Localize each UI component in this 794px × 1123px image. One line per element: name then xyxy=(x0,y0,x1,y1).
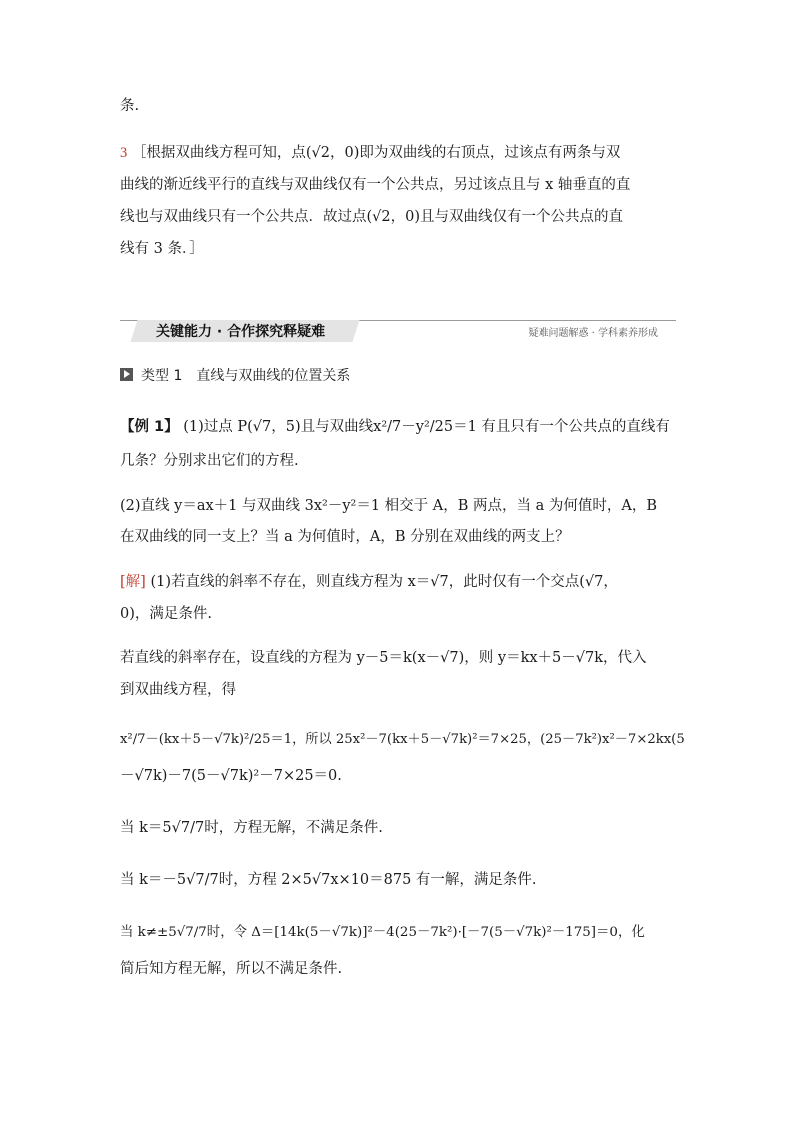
solution-line-5: x²/7－(kx＋5－√7k)²/25＝1，所以 25x²－7(kx＋5－√7k)²＝7×25，(25－7k²)x²－7×2kx(5 xyxy=(120,732,685,747)
answer-line-4: 线有 3 条．］ xyxy=(120,241,204,257)
section-header xyxy=(120,318,676,344)
play-triangle-icon xyxy=(120,368,133,381)
answer-number: 3 xyxy=(120,145,128,161)
solution-label: [解] xyxy=(120,574,146,590)
solution-line-4: 到双曲线方程，得 xyxy=(120,682,236,698)
solution-line-1 xyxy=(120,572,618,592)
solution-line-7: 当 k＝5√7/7时，方程无解，不满足条件. xyxy=(120,820,383,836)
example-part1-text-1: (1)过点 P(√7，5)且与双曲线x²/7－y²/25＝1 有且只有一个公共点的直线有 xyxy=(183,419,670,435)
solution-line-8: 当 k＝－5√7/7时，方程 2×5√7x×10＝875 有一解，满足条件. xyxy=(120,872,537,888)
type-heading-text: 类型 1 直线与双曲线的位置关系 xyxy=(141,368,351,384)
solution-line-3: 若直线的斜率存在，设直线的方程为 y－5＝k(x－√7)，则 y＝kx＋5－√7k，代入 xyxy=(120,650,647,666)
example-line-1 xyxy=(120,417,670,437)
solution-text-1: (1)若直线的斜率不存在，则直线方程为 x＝√7，此时仅有一个交点(√7， xyxy=(150,574,618,590)
section-subtitle: 疑难问题解惑 · 学科素养形成 xyxy=(528,328,658,339)
section-title: 关键能力 · 合作探究释疑难 xyxy=(156,324,326,340)
solution-line-9: 当 k≠±5√7/7时，令 Δ＝[14k(5－√7k)]²－4(25－7k²)·[－7(5－√7k)²－175]＝0，化 xyxy=(120,925,645,940)
answer-prev-line: 条. xyxy=(120,98,140,114)
answer-text-1: ［根据双曲线方程可知，点(√2，0)即为双曲线的右顶点，过该点有两条与双 xyxy=(131,145,621,161)
example-line-2: 几条？分别求出它们的方程. xyxy=(120,453,299,469)
solution-line-6: －√7k)－7(5－√7k)²－7×25＝0. xyxy=(120,768,342,784)
answer-line-3: 线也与双曲线只有一个公共点．故过点(√2，0)且与双曲线仅有一个公共点的直 xyxy=(120,209,624,225)
answer-line-2: 曲线的渐近线平行的直线与双曲线仅有一个公共点，另过该点且与 x 轴垂直的直 xyxy=(120,177,631,193)
example-line-3: (2)直线 y＝ax＋1 与双曲线 3x²－y²＝1 相交于 A，B 两点，当 a 为何值时，A，B xyxy=(120,498,657,514)
example-line-4: 在双曲线的同一支上？当 a 为何值时，A，B 分别在双曲线的两支上？ xyxy=(120,529,570,545)
solution-line-10: 简后知方程无解，所以不满足条件. xyxy=(120,961,343,977)
example-label: 【例 1】 xyxy=(120,419,179,435)
type-heading xyxy=(120,366,350,386)
answer-line-1 xyxy=(120,143,620,163)
solution-line-2: 0)，满足条件. xyxy=(120,606,212,622)
